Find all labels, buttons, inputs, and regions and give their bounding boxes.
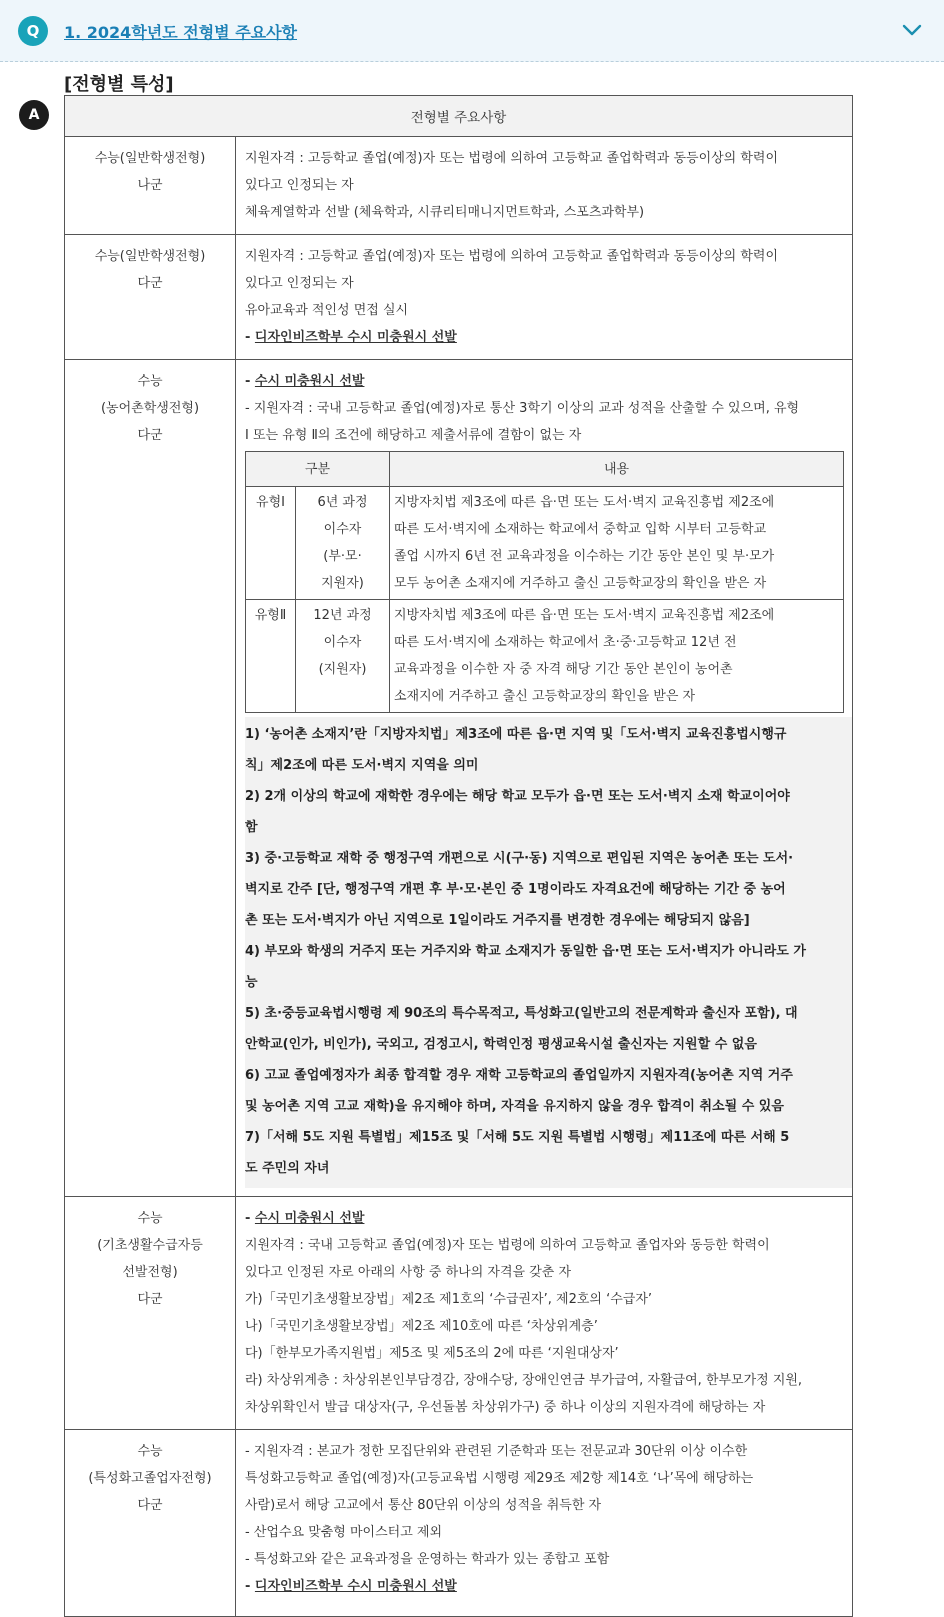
table-row [65,137,853,235]
note-line: 5) 초·중등교육법시행령 제 90조의 특수목적고, 특성화고(일반고의 전문계학과 출신자 포함), 대 [245,1006,798,1021]
category-line: 수능(일반학생전형) [94,151,206,166]
description-cell [236,1197,853,1430]
category-cell [65,1430,236,1617]
desc-line: 다)「한부모가족지원법」제5조 및 제5조의 2에 따른 ‘지원대상자’ [245,1346,619,1361]
sub-table-row [246,487,844,600]
note-line: 벽지로 간주 [단, 행정구역 개편 후 부·모·본인 중 1명이라도 자격요건에 해당하는 기간 중 농어 [245,882,786,897]
chevron-down-icon[interactable] [900,18,924,42]
type-cell: 유형Ⅰ [246,487,296,600]
table-row [65,360,853,1197]
desc-line: - 지원자격 : 국내 고등학교 졸업(예정)자로 통산 3학기 이상의 교과 성적을 산출할 수 있으며, 유형 [245,401,800,416]
category-cell [65,1197,236,1430]
question-title-link[interactable]: 1. 2024학년도 전형별 주요사항 [64,23,298,42]
desc-line: 있다고 인정되는 자 [245,178,354,193]
category-line: 수능 [137,1211,163,1226]
type-cell: 유형Ⅱ [246,600,296,713]
note-line: 4) 부모와 학생의 거주지 또는 거주지와 학교 소재지가 동일한 읍·면 또는 도서·벽지가 아니라도 가 [245,944,806,959]
sub-table-header-row [246,452,844,487]
desc-line: 지원자격 : 국내 고등학교 졸업(예정)자 또는 법령에 의하여 고등학교 졸업자와 동등한 학력이 [245,1238,770,1253]
desc-line: - 특성화고와 같은 교육과정을 운영하는 학과가 있는 종합고 포함 [245,1552,610,1567]
desc-line: 특성화고등학교 졸업(예정)자(고등교육법 시행령 제29조 제2항 제14호 ‘나’목에 해당하는 [245,1471,754,1486]
desc-line: 체육계열학과 선발 (체육학과, 시큐리티매니지먼트학과, 스포츠과학부) [245,205,645,220]
category-line: 수능 [137,374,163,389]
description-cell [236,235,853,360]
desc-line: 있다고 인정된 자로 아래의 사항 중 하나의 자격을 갖춘 자 [245,1265,572,1280]
note-line: 3) 중·고등학교 재학 중 행정구역 개편으로 시(구·동) 지역으로 편입된 지역은 농어촌 또는 도서· [245,851,794,866]
table-row [65,1430,853,1617]
answer-badge: A [19,100,49,130]
note-line: 도 주민의 자녀 [245,1161,330,1176]
sub-table-row [246,600,844,713]
course-cell: 12년 과정 이수자 (지원자) [296,600,390,713]
course-cell: 6년 과정 이수자 (부·모· 지원자) [296,487,390,600]
category-line: 다군 [137,428,163,443]
category-line: (특성화고졸업자전형) [88,1471,212,1486]
category-line: 다군 [137,1498,163,1513]
content-cell: 지방자치법 제3조에 따른 읍·면 또는 도서·벽지 교육진흥법 제2조에 따른 도서·벽지에 소재하는 학교에서 초·중·고등학교 12년 전 교육과정을 이수한 자 중 자격 해당 기간 동안 본인이 농어촌 소재지에 거주하고 출신 고등학교장의 확인을 받은 자 [390,600,844,713]
sub-header-category: 구분 [246,452,390,487]
description-cell [236,1430,853,1617]
question-badge: Q [18,16,48,46]
category-cell [65,360,236,1197]
note-line: 1) ‘농어촌 소재지’란「지방자치법」제3조에 따른 읍·면 지역 및「도서·벽지 교육진흥법시행규 [245,727,787,742]
desc-line: 유아교육과 적인성 면접 실시 [245,303,409,318]
category-line: 다군 [137,1292,163,1307]
underlined-note: - 디자인비즈학부 수시 미충원시 선발 [245,1579,457,1594]
category-line: 수능(일반학생전형) [94,249,206,264]
note-line: 함 [245,820,258,835]
note-line: 안학교(인가, 비인가), 국외고, 검정고시, 학력인정 평생교육시설 출신자는 지원할 수 없음 [245,1037,757,1052]
category-line: 수능 [137,1444,163,1459]
question-header[interactable] [0,0,944,62]
eligibility-sub-table [245,451,844,713]
description-cell [236,137,853,235]
desc-line: 나)「국민기초생활보장법」제2조 제10호에 따른 ‘차상위계층’ [245,1319,598,1334]
category-line: (기초생활수급자등 [97,1238,203,1253]
notes-box [245,717,852,1188]
note-line: 및 농어촌 지역 고교 재학)을 유지해야 하며, 자격을 유지하지 않을 경우 합격이 취소될 수 있음 [245,1099,784,1114]
category-line: 선발전형) [122,1265,178,1280]
desc-line: 사람)로서 해당 고교에서 통산 80단위 이상의 성적을 취득한 자 [245,1498,602,1513]
category-cell [65,137,236,235]
sub-header-content: 내용 [390,452,844,487]
desc-line: 있다고 인정되는 자 [245,276,354,291]
table-row [65,235,853,360]
table-header: 전형별 주요사항 [65,96,853,137]
category-line: 나군 [137,178,163,193]
desc-line: 라) 차상위계층 : 차상위본인부담경감, 장애수당, 장애인연금 부가급여, 자활급여, 한부모가정 지원, [245,1373,803,1388]
desc-line: 가)「국민기초생활보장법」제2조 제1호의 ‘수급권자’, 제2호의 ‘수급자’ [245,1292,653,1307]
admission-table [64,95,853,1617]
desc-line: - 산업수요 맞춤형 마이스터고 제외 [245,1525,443,1540]
table-row [65,1197,853,1430]
desc-line: 지원자격 : 고등학교 졸업(예정)자 또는 법령에 의하여 고등학교 졸업학력과 동등이상의 학력이 [245,249,779,264]
desc-line: 지원자격 : 고등학교 졸업(예정)자 또는 법령에 의하여 고등학교 졸업학력과 동등이상의 학력이 [245,151,779,166]
desc-line: 차상위확인서 발급 대상자(구, 우선돌봄 차상위가구) 중 하나 이상의 지원자격에 해당하는 자 [245,1400,766,1415]
note-line: 칙」제2조에 따른 도서·벽지 지역을 의미 [245,758,479,773]
category-cell [65,235,236,360]
category-line: (농어촌학생전형) [100,401,200,416]
section-title: [전형별 특성] [64,74,174,95]
note-line: 촌 또는 도서·벽지가 아닌 지역으로 1일이라도 거주지를 변경한 경우에는 해당되지 않음] [245,913,750,928]
underlined-note: - 수시 미충원시 선발 [245,1211,365,1226]
description-cell [236,360,853,1197]
note-line: 능 [245,975,258,990]
desc-line: - 지원자격 : 본교가 정한 모집단위와 관련된 기준학과 또는 전문교과 30단위 이상 이수한 [245,1444,748,1459]
note-line: 6) 고교 졸업예정자가 최종 합격할 경우 재학 고등학교의 졸업일까지 지원자격(농어촌 지역 거주 [245,1068,793,1083]
note-line: 7)「서해 5도 지원 특별법」제15조 및「서해 5도 지원 특별법 시행령」제11조에 따른 서해 5 [245,1130,790,1145]
underlined-note: - 수시 미충원시 선발 [245,374,365,389]
category-line: 다군 [137,276,163,291]
desc-line: Ⅰ 또는 유형 Ⅱ의 조건에 해당하고 제출서류에 결함이 없는 자 [245,428,582,443]
content-cell: 지방자치법 제3조에 따른 읍·면 또는 도서·벽지 교육진흥법 제2조에 따른 도서·벽지에 소재하는 학교에서 중학교 입학 시부터 고등학교 졸업 시까지 6년 전 교육과정을 이수하는 기간 동안 본인 및 부·모가 모두 농어촌 소재지에 거주하고 출신 고등학교장의 확인을 받은 자 [390,487,844,600]
underlined-note: - 디자인비즈학부 수시 미충원시 선발 [245,330,457,345]
table-header-row [65,96,853,137]
note-line: 2) 2개 이상의 학교에 재학한 경우에는 해당 학교 모두가 읍·면 또는 도서·벽지 소재 학교이어야 [245,789,790,804]
